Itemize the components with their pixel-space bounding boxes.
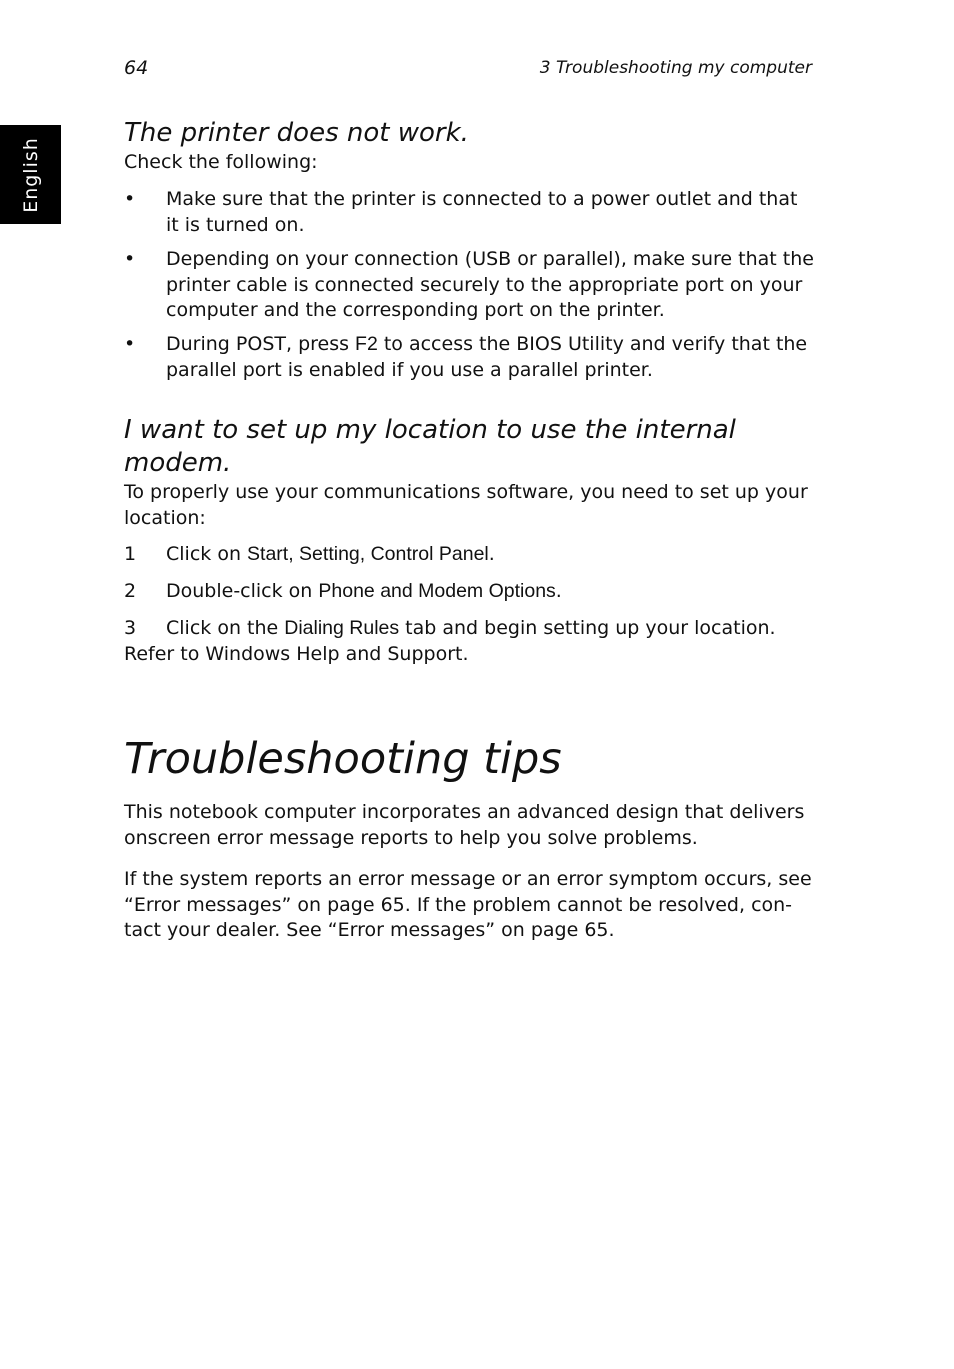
step-number: 2 <box>124 580 137 602</box>
running-header: 3 Troubleshooting my computer <box>539 58 812 78</box>
tips-paragraph: If the system reports an error message or an error symptom occurs, see “Error messages” on page 65. If the problem cannot be resolved, con-tact your dealer. See “Error messages” on page 65. <box>124 868 812 941</box>
bullet-marker: • <box>124 248 136 270</box>
list-item <box>124 187 814 238</box>
bullet-marker: • <box>124 188 136 210</box>
list-item <box>124 247 814 324</box>
tips-paragraph: This notebook computer incorporates an advanced design that delivers onscreen error message reports to help you solve problems. <box>124 801 805 849</box>
printer-intro: Check the following: <box>124 151 318 173</box>
bullet-text: Make sure that the printer is connected to a power outlet and that it is turned on. <box>166 188 798 236</box>
list-item <box>124 332 814 383</box>
language-tab-label: English <box>19 136 42 213</box>
bullet-text-part: to access the BIOS Utility and verify that the parallel port is enabled if you use a parallel printer. <box>166 333 808 381</box>
step-text: Click on the <box>166 617 285 639</box>
step-text: . <box>488 543 495 565</box>
ui-label: Dialing Rules <box>284 617 400 639</box>
step-text: tab and begin setting up your location. Refer to Windows Help and Support. <box>124 617 776 665</box>
step-item <box>124 616 814 667</box>
step-item <box>124 542 814 568</box>
bullet-marker: • <box>124 333 136 355</box>
bullet-text <box>166 332 814 383</box>
bullet-text-part: During POST, press <box>166 333 356 355</box>
modem-intro: To properly use your communications software, you need to set up your location: <box>124 481 808 529</box>
ui-label: Phone and Modem Options <box>318 580 556 602</box>
key-label: F2 <box>355 333 378 355</box>
step-text: Double-click on <box>166 580 319 602</box>
step-text: . <box>555 580 562 602</box>
ui-label: Start, Setting, Control Panel <box>247 543 489 565</box>
bullet-text: Depending on your connection (USB or parallel), make sure that the printer cable is connected securely to the appropriate port on your computer and the corresponding port on the printer. <box>166 248 814 321</box>
step-number: 1 <box>124 543 137 565</box>
printer-heading: The printer does not work. <box>124 118 469 148</box>
page-number: 64 <box>124 57 149 79</box>
step-number: 3 <box>124 617 137 639</box>
step-text: Click on <box>166 543 248 565</box>
modem-heading: I want to set up my location to use the internal modem. <box>124 415 736 478</box>
section-title: Troubleshooting tips <box>124 734 562 784</box>
language-tab <box>0 125 61 224</box>
step-item <box>124 579 814 605</box>
